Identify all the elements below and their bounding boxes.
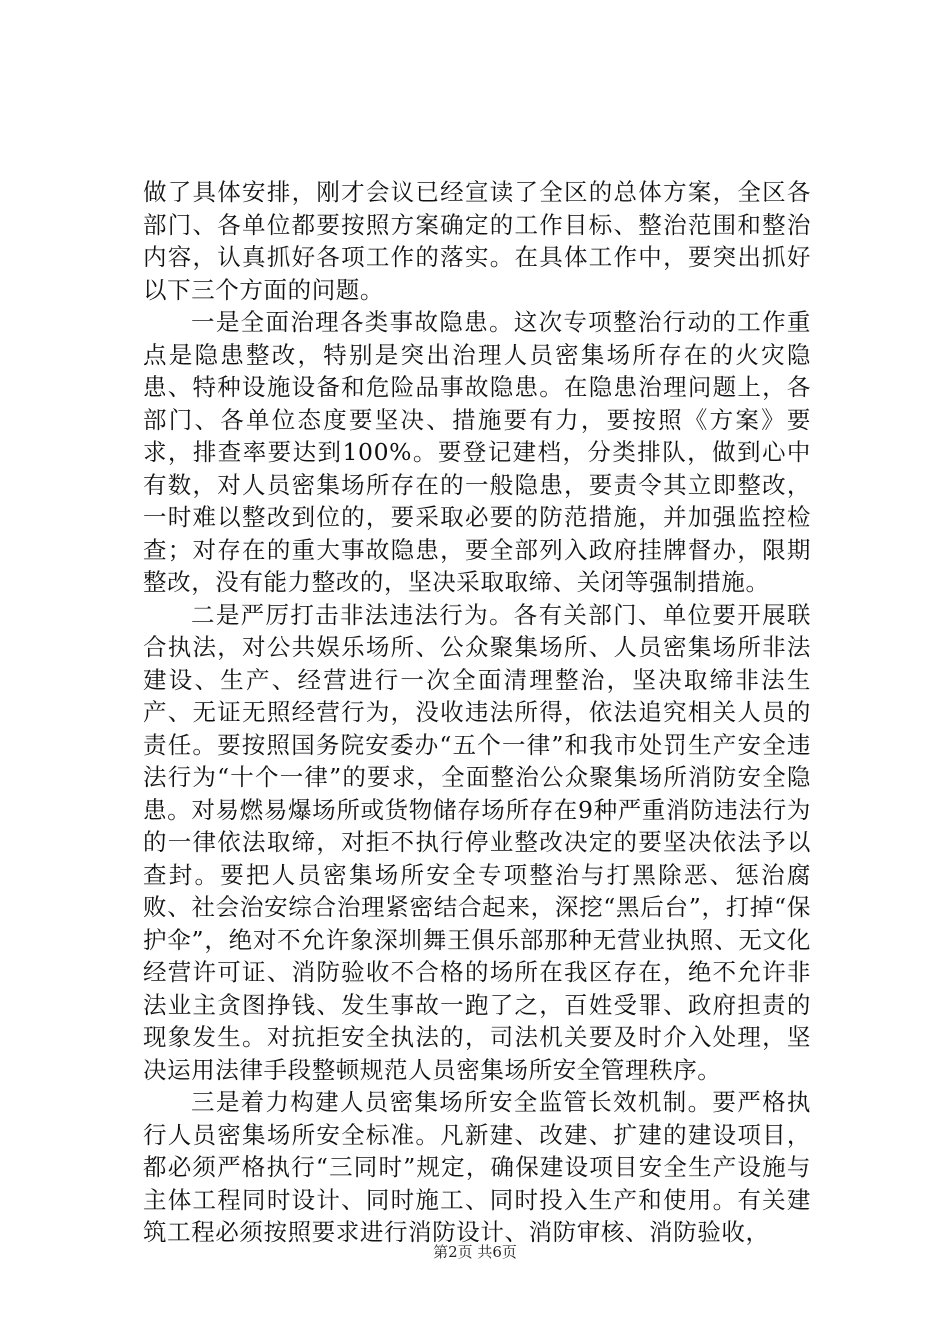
- paragraph-continuation: 做了具体安排，刚才会议已经宣读了全区的总体方案，全区各部门、各单位都要按照方案确定的工作目标、整治范围和整治内容，认真抓好各项工作的落实。在具体工作中，要突出抓好以下三个方面的问题。: [143, 178, 811, 304]
- paragraph-point-three: 三是着力构建人员密集场所安全监管长效机制。要严格执行人员密集场所安全标准。凡新建、改建、扩建的建设项目，都必须严格执行“三同时”规定，确保建设项目安全生产设施与主体工程同时设计、同时施工、同时投入生产和使用。有关建筑工程必须按照要求进行消防设计、消防审核、消防验收，: [143, 1088, 811, 1246]
- page-number-footer: 第2页 共6页: [433, 1243, 517, 1261]
- paragraph-point-two: 二是严厉打击非法违法行为。各有关部门、单位要开展联合执法，对公共娱乐场所、公众聚集场所、人员密集场所非法建设、生产、经营进行一次全面清理整治，坚决取缔非法生产、无证无照经营行为，没收违法所得，依法追究相关人员的责任。要按照国务院安委办“五个一律”和我市处罚生产安全违法行为“十个一律”的要求，全面整治公众聚集场所消防安全隐患。对易燃易爆场所或货物储存场所存在9种严重消防违法行为的一律依法取缔，对拒不执行停业整改决定的要坚决依法予以查封。要把人员密集场所安全专项整治与打黑除恶、惩治腐败、社会治安综合治理紧密结合起来，深挖“黑后台”，打掉“保护伞”，绝对不允许象深圳舞王俱乐部那种无营业执照、无文化经营许可证、消防验收不合格的场所在我区存在，绝不允许非法业主贪图挣钱、发生事故一跑了之，百姓受罪、政府担责的现象发生。对抗拒安全执法的，司法机关要及时介入处理，坚决运用法律手段整顿规范人员密集场所安全管理秩序。: [143, 600, 811, 1084]
- document-body: [143, 176, 811, 1249]
- paragraph-point-one: 一是全面治理各类事故隐患。这次专项整治行动的工作重点是隐患整改，特别是突出治理人员密集场所存在的火灾隐患、特种设施设备和危险品事故隐患。在隐患治理问题上，各部门、各单位态度要坚决、措施要有力，要按照《方案》要求，排查率要达到100%。要登记建档，分类排队，做到心中有数，对人员密集场所存在的一般隐患，要责令其立即整改，一时难以整改到位的，要采取必要的防范措施，并加强监控检查；对存在的重大事故隐患，要全部列入政府挂牌督办，限期整改，没有能力整改的，坚决采取取缔、关闭等强制措施。: [143, 308, 811, 596]
